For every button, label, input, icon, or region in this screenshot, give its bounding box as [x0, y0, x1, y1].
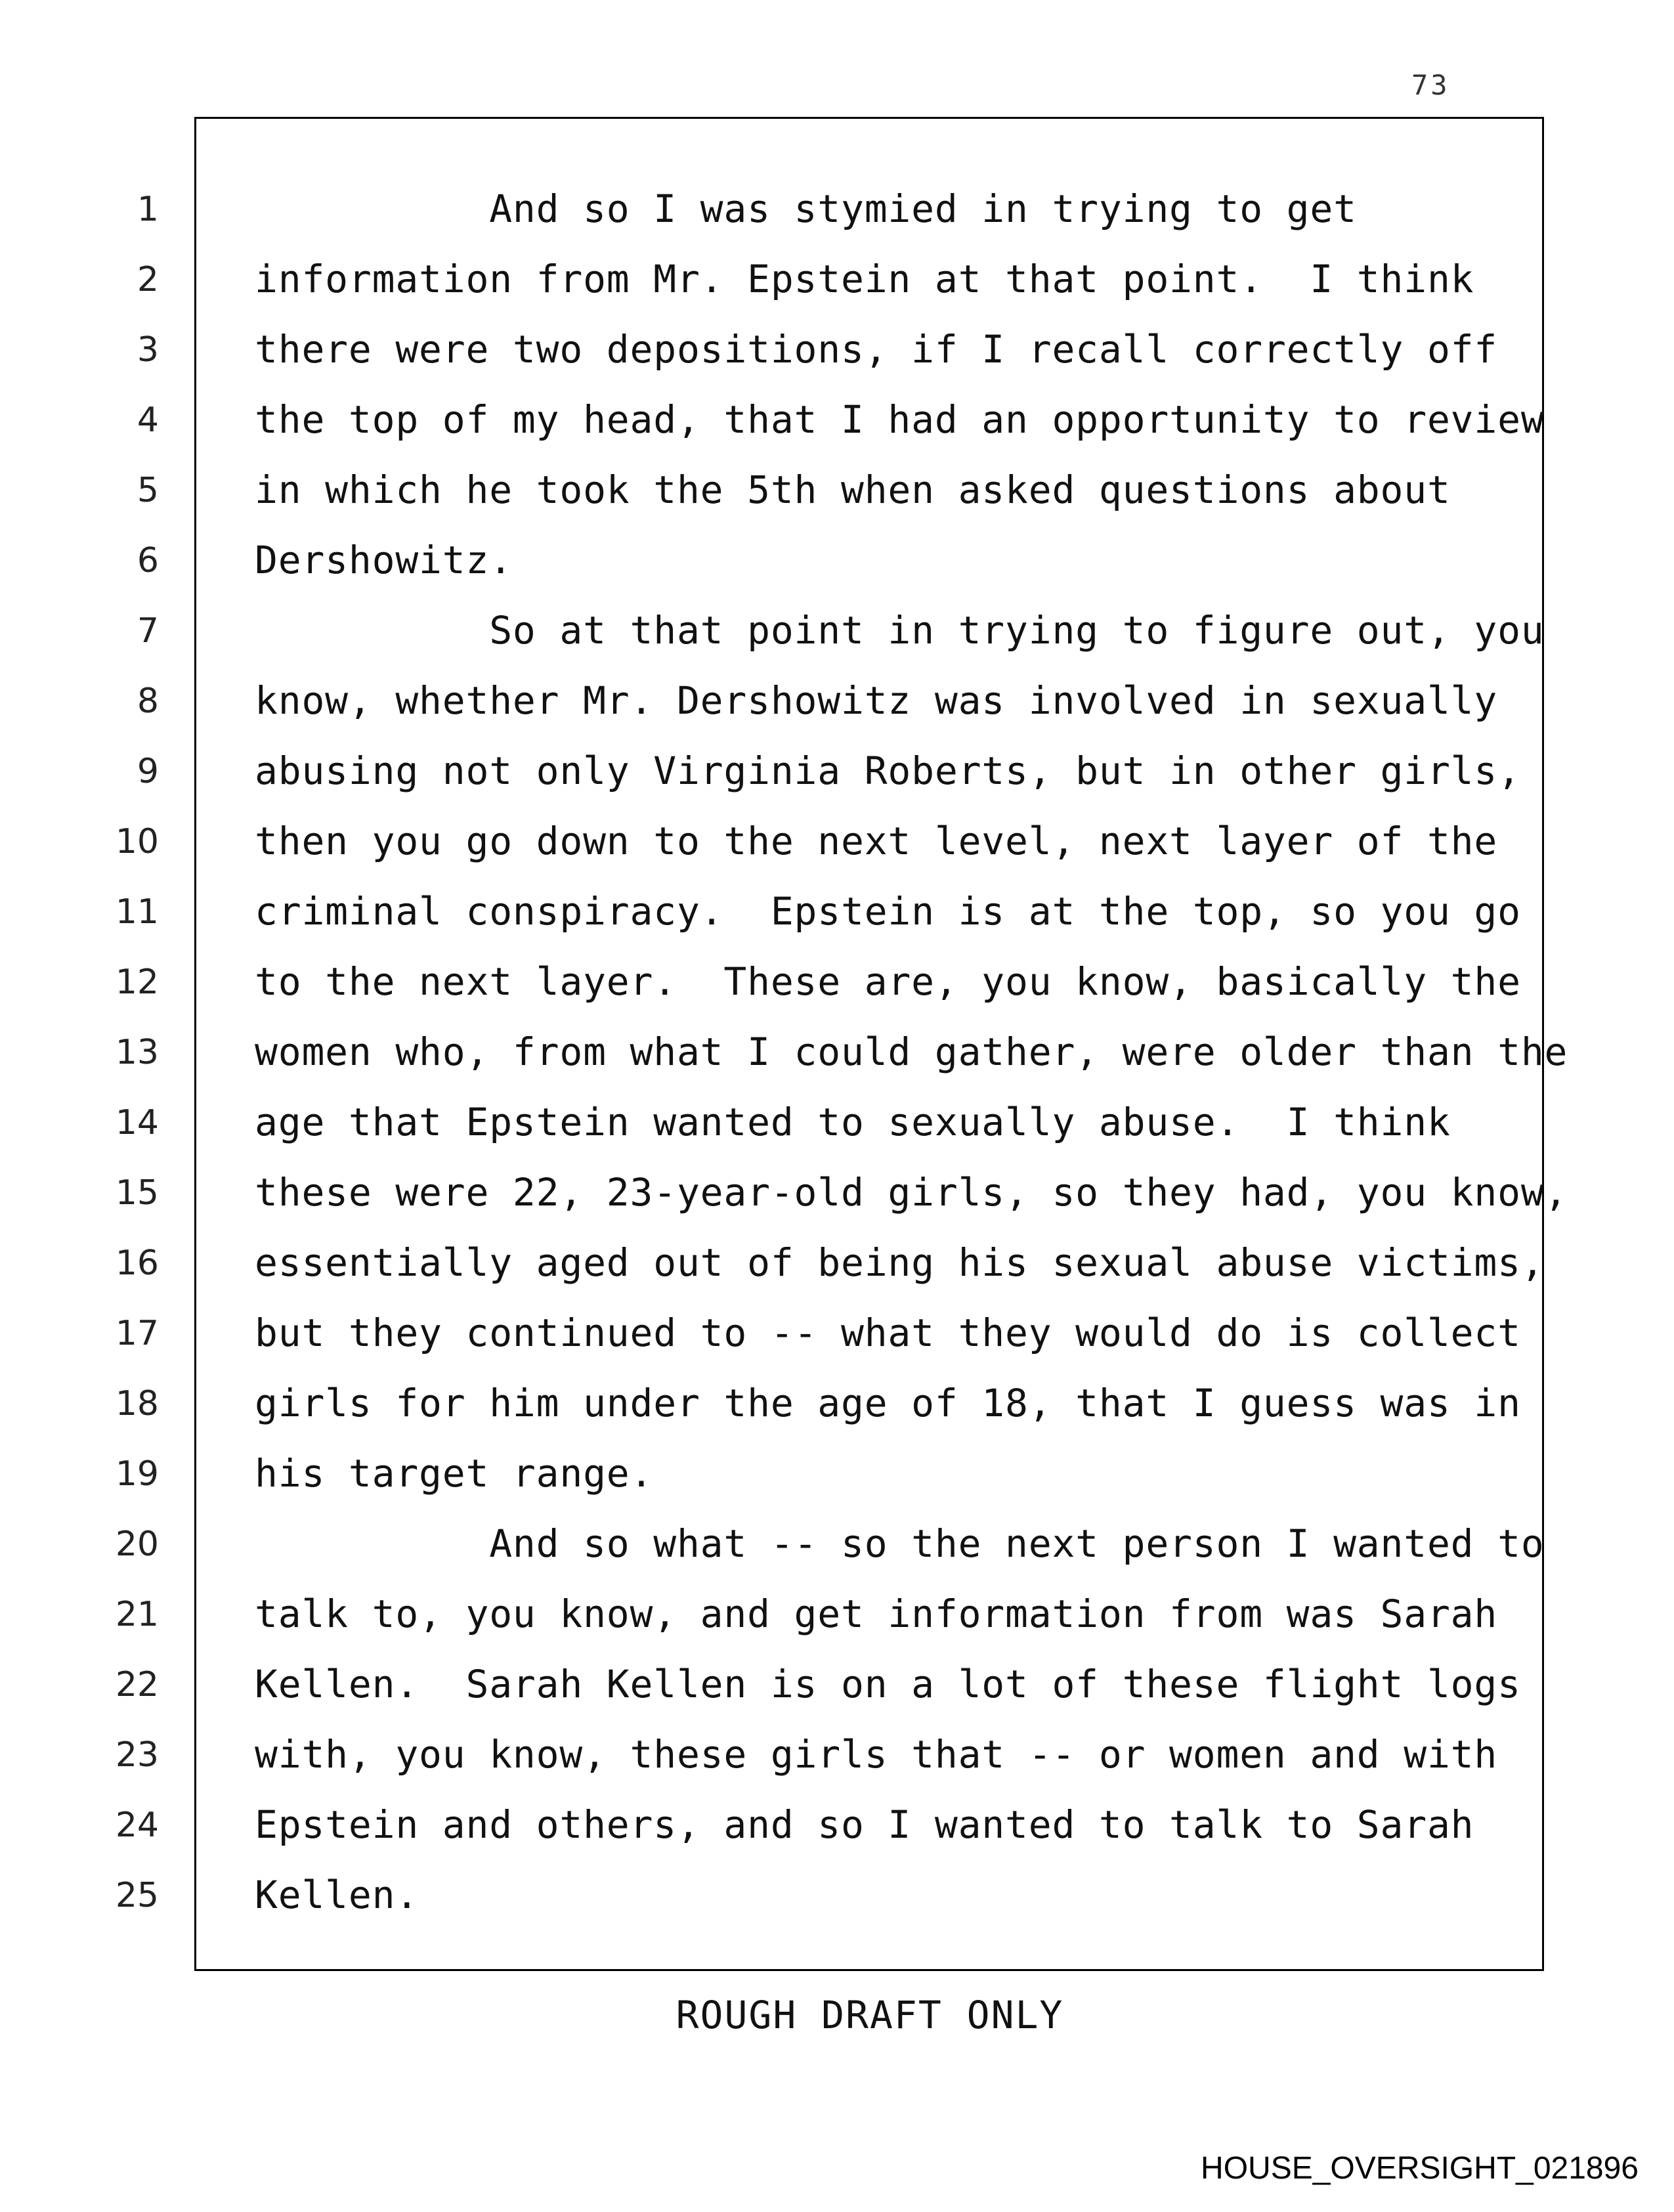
transcript-line: then you go down to the next level, next layer of the — [255, 819, 1498, 863]
line-number: 13 — [115, 1033, 159, 1072]
line-number: 24 — [115, 1806, 159, 1845]
transcript-line: girls for him under the age of 18, that I guess was in — [255, 1381, 1521, 1425]
line-number: 19 — [115, 1454, 159, 1494]
transcript-line: And so I was stymied in trying to get — [255, 186, 1357, 231]
transcript-line: And so what -- so the next person I wanted to — [255, 1521, 1545, 1566]
line-number: 10 — [115, 822, 159, 861]
transcript-line: there were two depositions, if I recall correctly off — [255, 327, 1498, 372]
transcript-line: know, whether Mr. Dershowitz was involved in sexually — [255, 678, 1498, 723]
line-number: 18 — [115, 1384, 159, 1423]
transcript-line: Epstein and others, and so I wanted to talk to Sarah — [255, 1802, 1474, 1847]
transcript-line: his target range. — [255, 1451, 654, 1496]
transcript-line: women who, from what I could gather, were older than the — [255, 1030, 1568, 1074]
bates-number: HOUSE_OVERSIGHT_021896 — [1201, 2151, 1639, 2186]
line-number: 14 — [115, 1103, 159, 1142]
transcript-line: but they continued to -- what they would do is collect — [255, 1311, 1521, 1355]
line-number: 15 — [115, 1173, 159, 1213]
line-number: 25 — [115, 1876, 159, 1915]
transcript-line: age that Epstein wanted to sexually abuse. I think — [255, 1100, 1451, 1144]
line-number: 1 — [137, 190, 159, 229]
transcript-line: abusing not only Virginia Roberts, but in other girls, — [255, 748, 1521, 793]
line-number: 21 — [115, 1595, 159, 1634]
line-number: 7 — [137, 611, 159, 651]
transcript-line: criminal conspiracy. Epstein is at the top, so you go — [255, 889, 1521, 934]
line-number: 8 — [137, 682, 159, 721]
transcript-line: information from Mr. Epstein at that point. I think — [255, 257, 1474, 301]
transcript-line: So at that point in trying to figure out, you — [255, 608, 1545, 653]
line-number: 11 — [115, 892, 159, 932]
line-number: 20 — [115, 1525, 159, 1564]
line-number: 23 — [115, 1735, 159, 1775]
transcript-line: to the next layer. These are, you know, basically the — [255, 959, 1521, 1004]
transcript-line: Kellen. — [255, 1873, 419, 1917]
transcript-line: Kellen. Sarah Kellen is on a lot of these flight logs — [255, 1662, 1521, 1706]
line-number: 22 — [115, 1665, 159, 1704]
transcript-line: talk to, you know, and get information from was Sarah — [255, 1592, 1498, 1636]
transcript-line: the top of my head, that I had an opportunity to review — [255, 397, 1545, 442]
line-number: 12 — [115, 963, 159, 1002]
line-number: 16 — [115, 1244, 159, 1283]
transcript-line: Dershowitz. — [255, 538, 513, 582]
transcript-line: with, you know, these girls that -- or women and with — [255, 1732, 1498, 1777]
transcript-line: these were 22, 23-year-old girls, so they had, you know, — [255, 1170, 1568, 1215]
transcript-line: essentially aged out of being his sexual abuse victims, — [255, 1240, 1545, 1285]
transcript-line: in which he took the 5th when asked questions about — [255, 467, 1451, 512]
line-number: 5 — [137, 471, 159, 510]
line-number: 3 — [137, 330, 159, 370]
line-number: 2 — [137, 260, 159, 299]
line-number: 4 — [137, 401, 159, 440]
line-number: 17 — [115, 1314, 159, 1353]
line-number: 6 — [137, 541, 159, 580]
line-number: 9 — [137, 752, 159, 791]
draft-label: ROUGH DRAFT ONLY — [676, 1993, 1064, 2037]
page-number: 73 — [1411, 69, 1450, 101]
